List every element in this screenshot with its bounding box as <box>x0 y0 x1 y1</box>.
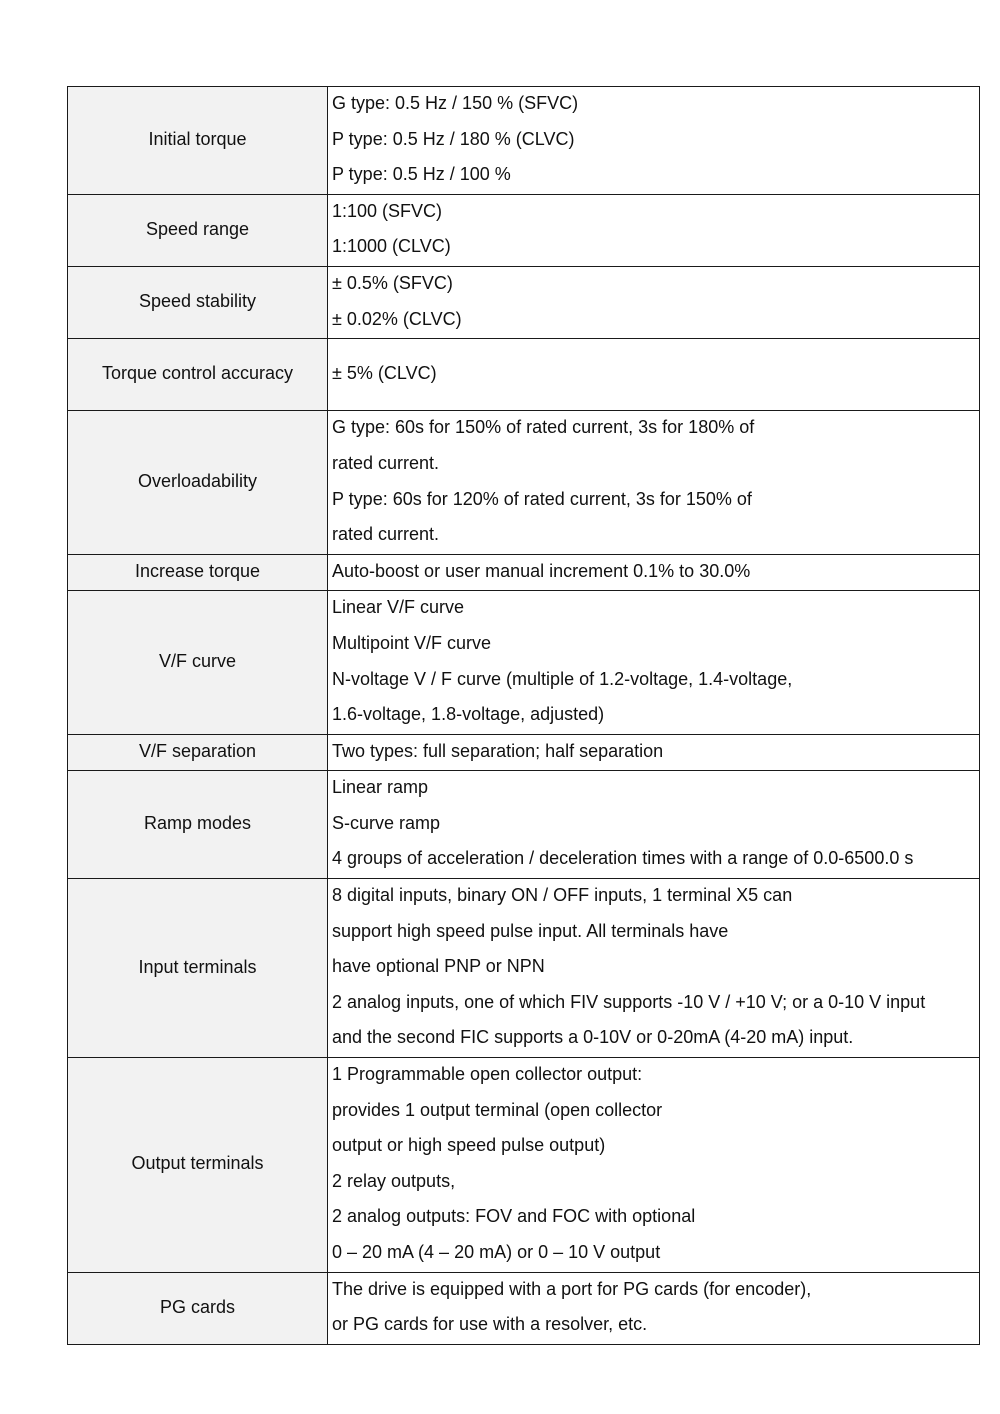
row-value <box>328 554 980 591</box>
table-row <box>68 734 980 771</box>
value-line: Linear V/F curve <box>332 597 465 618</box>
row-label: V/F curve <box>68 591 328 734</box>
table-row <box>68 87 980 195</box>
spec-table <box>67 86 980 1345</box>
row-value <box>328 339 980 411</box>
value-line: 1 Programmable open collector output: <box>332 1064 643 1085</box>
row-label: PG cards <box>68 1272 328 1344</box>
value-line: 1:1000 (CLVC) <box>332 236 451 257</box>
value-line: S-curve ramp <box>332 812 441 833</box>
value-line: output or high speed pulse output) <box>332 1135 606 1156</box>
table-row <box>68 194 980 266</box>
value-line: 2 relay outputs, <box>332 1170 456 1191</box>
row-label: Output terminals <box>68 1058 328 1273</box>
table-row <box>68 771 980 879</box>
value-line: 4 groups of acceleration / deceleration times with a range of 0.0-6500.0 s <box>332 848 914 869</box>
value-line: ± 5% (CLVC) <box>332 363 437 384</box>
table-row <box>68 554 980 591</box>
row-value <box>328 1272 980 1344</box>
row-value <box>328 1058 980 1273</box>
table-row <box>68 411 980 554</box>
value-line: rated current. <box>332 524 440 545</box>
row-label: Initial torque <box>68 87 328 195</box>
row-value <box>328 87 980 195</box>
row-value <box>328 591 980 734</box>
row-value <box>328 266 980 338</box>
value-line: have optional PNP or NPN <box>332 956 545 977</box>
row-label: Increase torque <box>68 554 328 591</box>
value-line: P type: 0.5 Hz / 100 % <box>332 164 511 185</box>
value-line: G type: 0.5 Hz / 150 % (SFVC) <box>332 93 579 113</box>
value-line: 1:100 (SFVC) <box>332 200 443 221</box>
row-label: Speed range <box>68 194 328 266</box>
value-line: Two types: full separation; half separation <box>332 740 664 761</box>
value-line: Linear ramp <box>332 777 429 798</box>
row-label: Overloadability <box>68 411 328 554</box>
table-row <box>68 1272 980 1344</box>
value-line: support high speed pulse input. All terminals have <box>332 920 729 941</box>
table-row <box>68 879 980 1058</box>
value-line: The drive is equipped with a port for PG cards (for encoder), <box>332 1278 812 1299</box>
row-value <box>328 771 980 879</box>
row-value <box>328 879 980 1058</box>
table-row <box>68 1058 980 1273</box>
row-label: Torque control accuracy <box>68 339 328 411</box>
value-line: P type: 0.5 Hz / 180 % (CLVC) <box>332 128 575 149</box>
value-line: and the second FIC supports a 0-10V or 0-20mA (4-20 mA) input. <box>332 1027 854 1048</box>
table-row <box>68 339 980 411</box>
value-line: 2 analog inputs, one of which FIV supports -10 V / +10 V; or a 0-10 V input <box>332 991 926 1012</box>
value-line: ± 0.02% (CLVC) <box>332 308 462 329</box>
value-line: ± 0.5% (SFVC) <box>332 272 453 293</box>
table-row <box>68 266 980 338</box>
row-label: Ramp modes <box>68 771 328 879</box>
value-line: Multipoint V/F curve <box>332 632 492 653</box>
value-line: G type: 60s for 150% of rated current, 3s for 180% of <box>332 417 755 438</box>
value-line: N-voltage V / F curve (multiple of 1.2-voltage, 1.4-voltage, <box>332 668 793 689</box>
row-label: Speed stability <box>68 266 328 338</box>
value-line: 0 – 20 mA (4 – 20 mA) or 0 – 10 V output <box>332 1242 661 1262</box>
row-value <box>328 411 980 554</box>
value-line: P type: 60s for 120% of rated current, 3s for 150% of <box>332 488 752 509</box>
value-line: 8 digital inputs, binary ON / OFF inputs, 1 terminal X5 can <box>332 885 793 906</box>
value-line: provides 1 output terminal (open collector <box>332 1099 663 1120</box>
table-row <box>68 591 980 734</box>
row-label: Input terminals <box>68 879 328 1058</box>
value-line: 1.6-voltage, 1.8-voltage, adjusted) <box>332 704 605 725</box>
value-line: or PG cards for use with a resolver, etc. <box>332 1314 648 1335</box>
value-line: 2 analog outputs: FOV and FOC with optional <box>332 1206 696 1227</box>
row-value <box>328 734 980 771</box>
row-value <box>328 194 980 266</box>
value-line: rated current. <box>332 452 440 473</box>
value-line: Auto-boost or user manual increment 0.1% to 30.0% <box>332 560 751 581</box>
row-label: V/F separation <box>68 734 328 771</box>
